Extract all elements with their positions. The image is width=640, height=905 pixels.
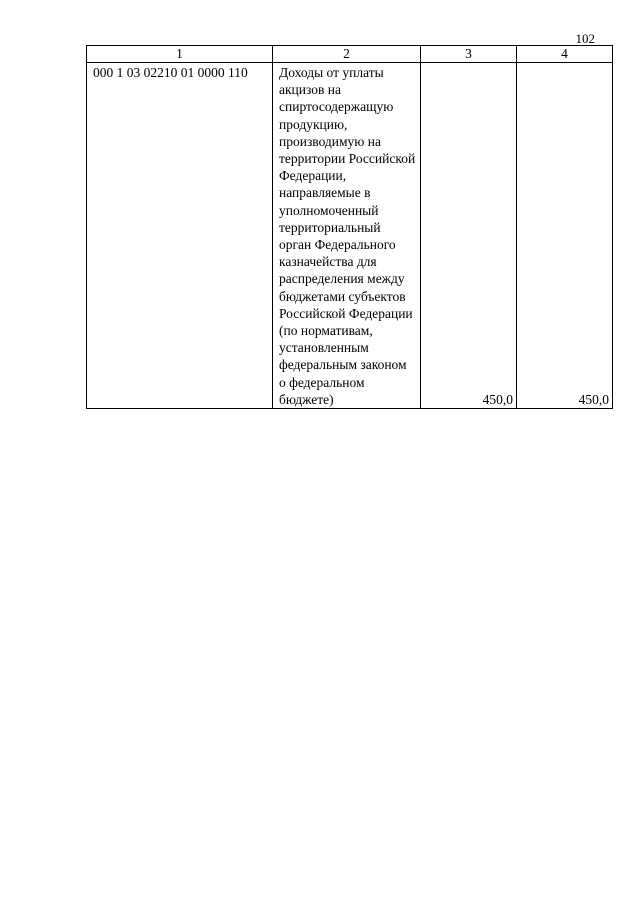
column-header-1: 1	[87, 46, 273, 63]
revenue-name-cell: Доходы от уплаты акцизов на спиртосодержащую продукцию, производимую на территории Российской Федерации, направляемые в уполномоченный территориальный орган Федерального казначейства для распределения между бюджетами субъектов Российской Федерации (по нормативам, установленным федеральным законом о федеральном бюджете)	[273, 63, 421, 409]
value-col4-cell: 450,0	[517, 63, 613, 409]
page-number: 102	[575, 31, 595, 46]
table-header-row	[87, 46, 613, 63]
budget-revenue-table	[86, 45, 613, 409]
revenue-code-cell: 000 1 03 02210 01 0000 110	[87, 63, 273, 409]
value-col3-cell: 450,0	[421, 63, 517, 409]
column-header-3: 3	[421, 46, 517, 63]
column-header-4: 4	[517, 46, 613, 63]
table-row	[87, 63, 613, 409]
column-header-2: 2	[273, 46, 421, 63]
